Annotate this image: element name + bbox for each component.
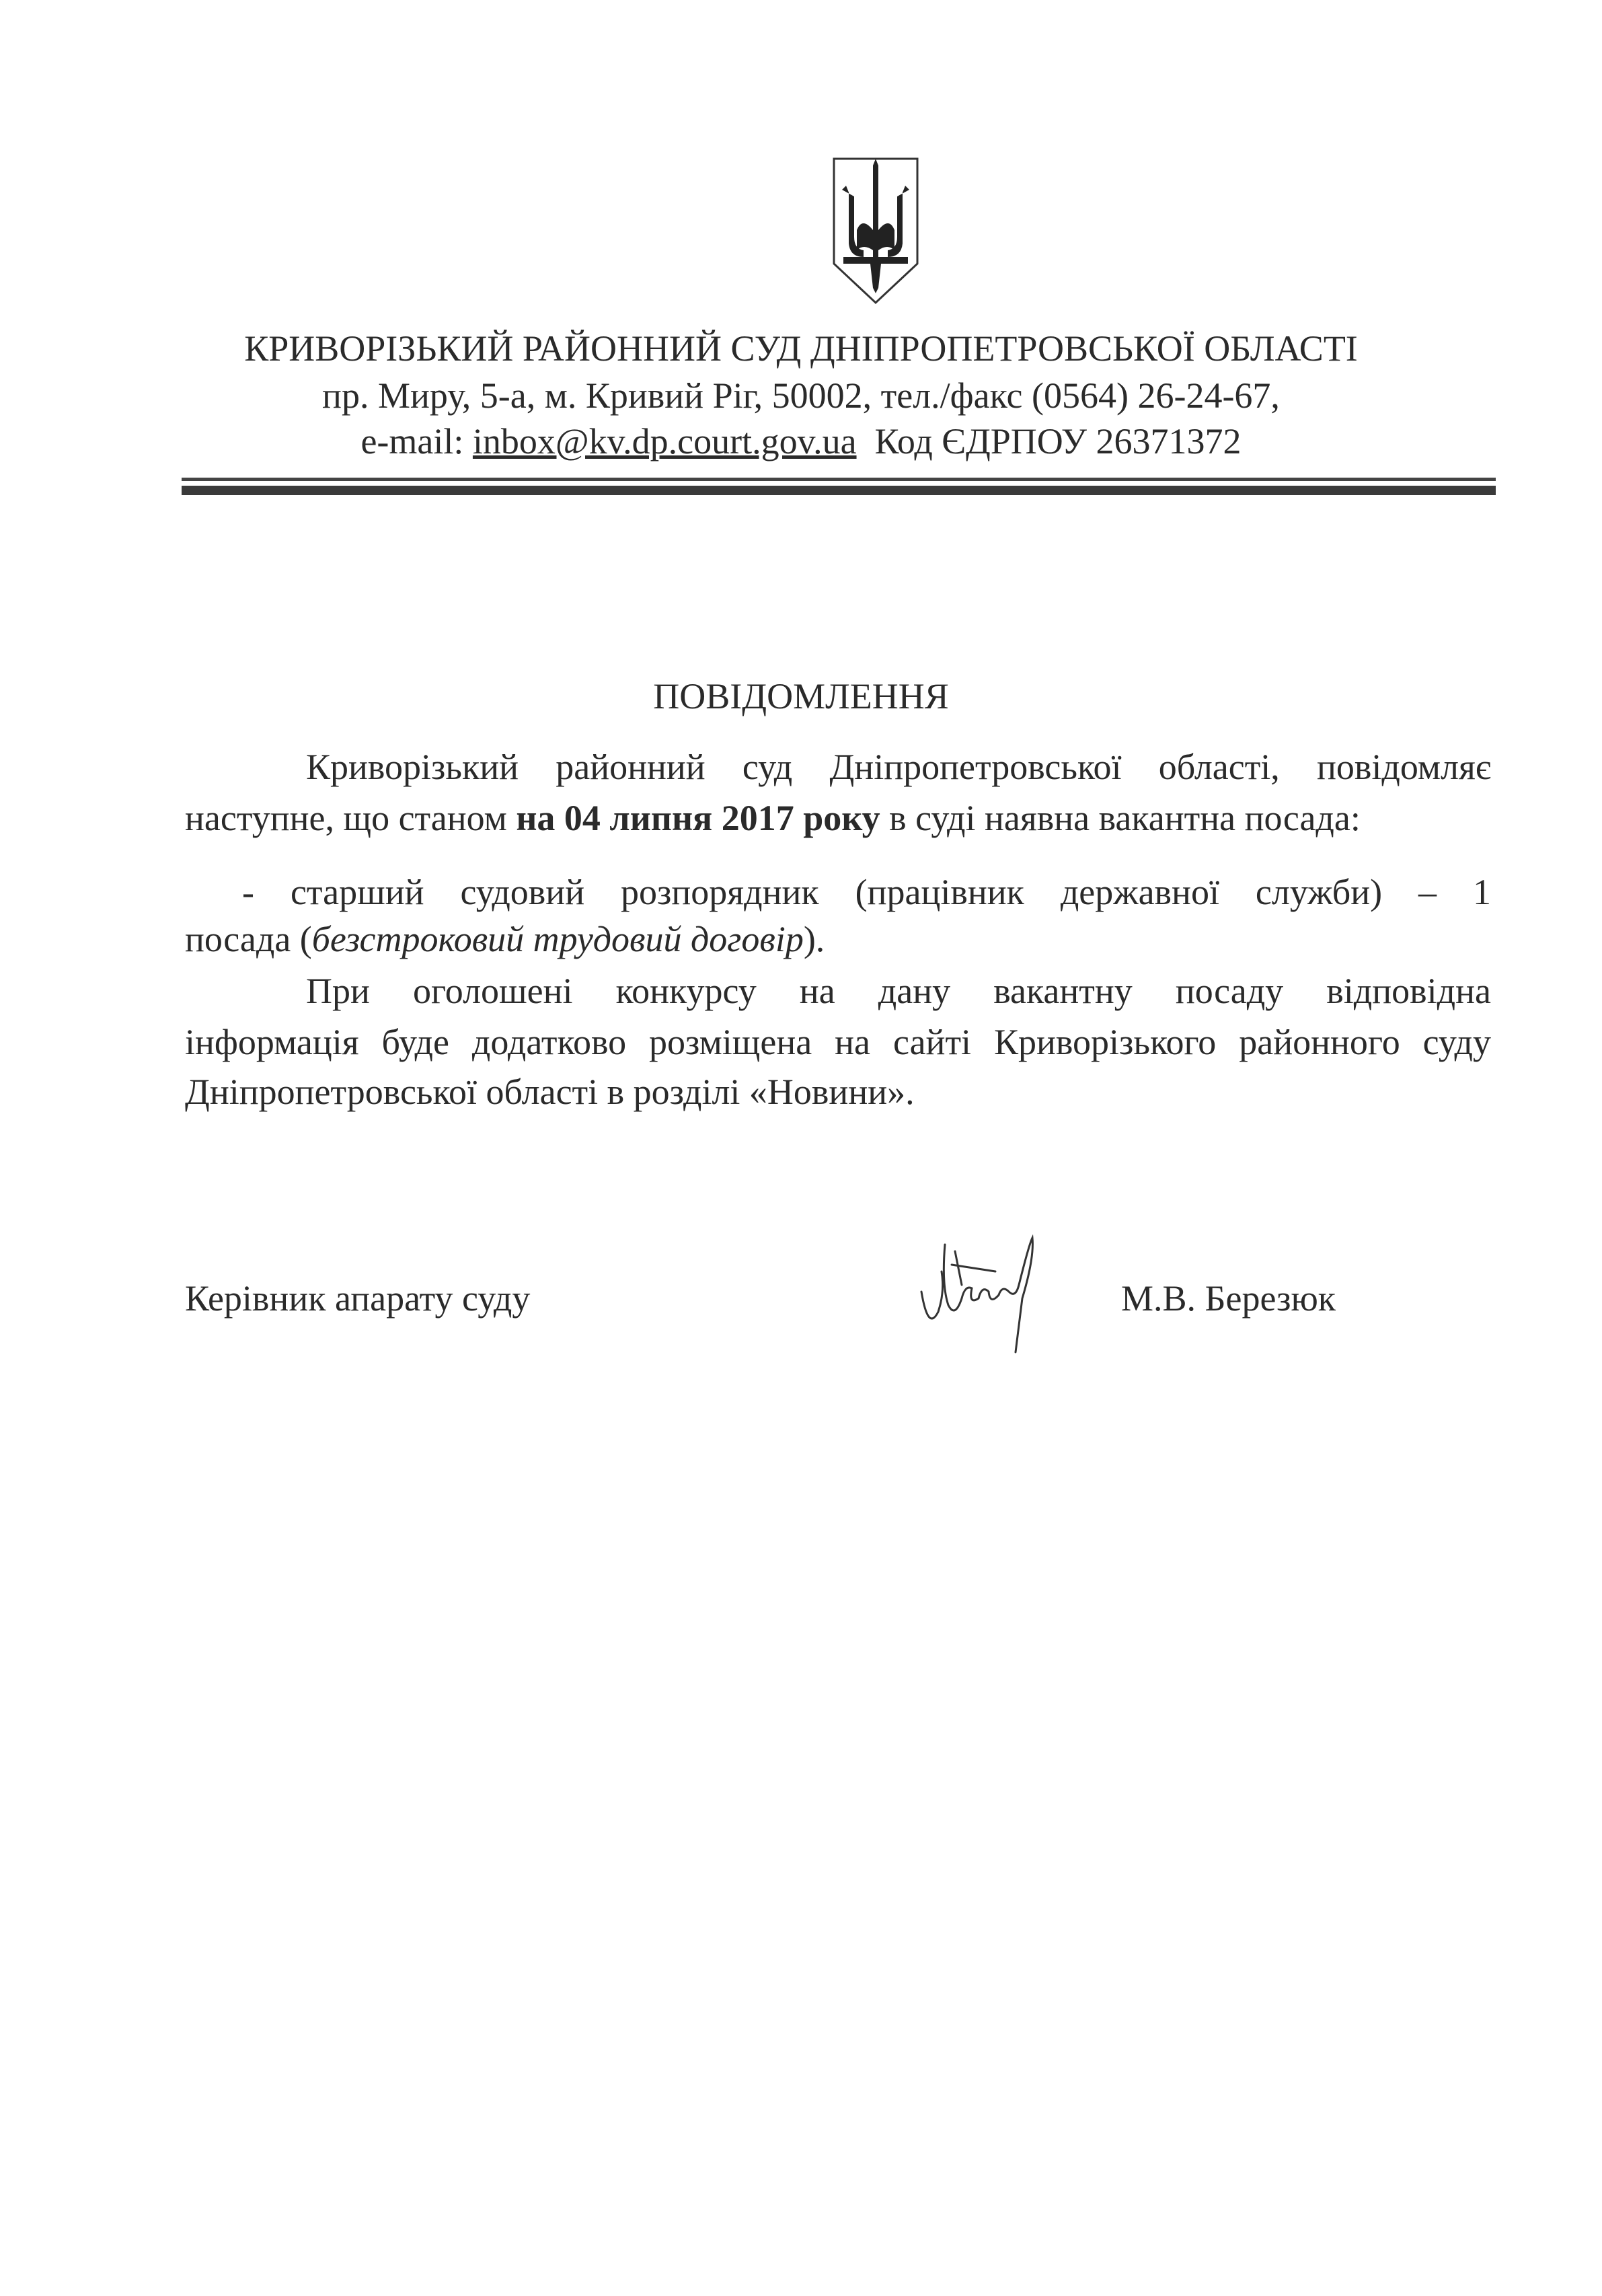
header-divider-thin [182,478,1496,481]
email-label: e-mail: [360,421,464,461]
contract-type: безстроковий трудовий договір [311,919,804,959]
vacancy-line-2 [185,919,1491,959]
edrpou-code: Код ЄДРПОУ 26371372 [874,421,1242,461]
paragraph-2-line-1: При оголошені конкурсу на дану вакантну посаду відповідна [306,971,1491,1011]
coat-of-arms-icon [830,156,921,305]
date-highlight: на 04 липня 2017 року [516,798,880,838]
vacancy-line-1: - старший судовий розпорядник (працівник державної служби) – 1 [242,872,1491,912]
text: ). [803,919,825,959]
org-name: КРИВОРІЗЬКИЙ РАЙОННИЙ СУД ДНІПРОПЕТРОВСЬКОЇ ОБЛАСТІ [244,328,1358,369]
org-contacts [0,421,1602,461]
signatory-position: Керівник апарату суду [185,1278,531,1319]
org-address: пр. Миру, 5-а, м. Кривий Ріг, 50002, тел./факс (0564) 26-24-67, [322,375,1280,416]
paragraph-2-line-2: інформація буде додатково розміщена на сайті Криворізького районного суду [185,1022,1491,1062]
text: в суді наявна вакантна посада: [880,798,1361,838]
paragraph-1-line-1: Криворізький районний суд Дніпропетровської області, повідомляє [306,747,1491,787]
paragraph-2-line-3: Дніпропетровської області в розділі «Новини». [185,1072,915,1112]
paragraph-1-line-2 [185,798,1491,838]
document-title: ПОВІДОМЛЕННЯ [653,676,949,716]
text: посада ( [185,919,312,959]
header-divider-thick [182,486,1496,495]
handwritten-signature [915,1231,1069,1359]
email-link[interactable]: inbox@kv.dp.court.gov.ua [472,421,857,461]
text: наступне, що станом [185,798,517,838]
signatory-name: М.В. Березюк [1121,1278,1336,1319]
